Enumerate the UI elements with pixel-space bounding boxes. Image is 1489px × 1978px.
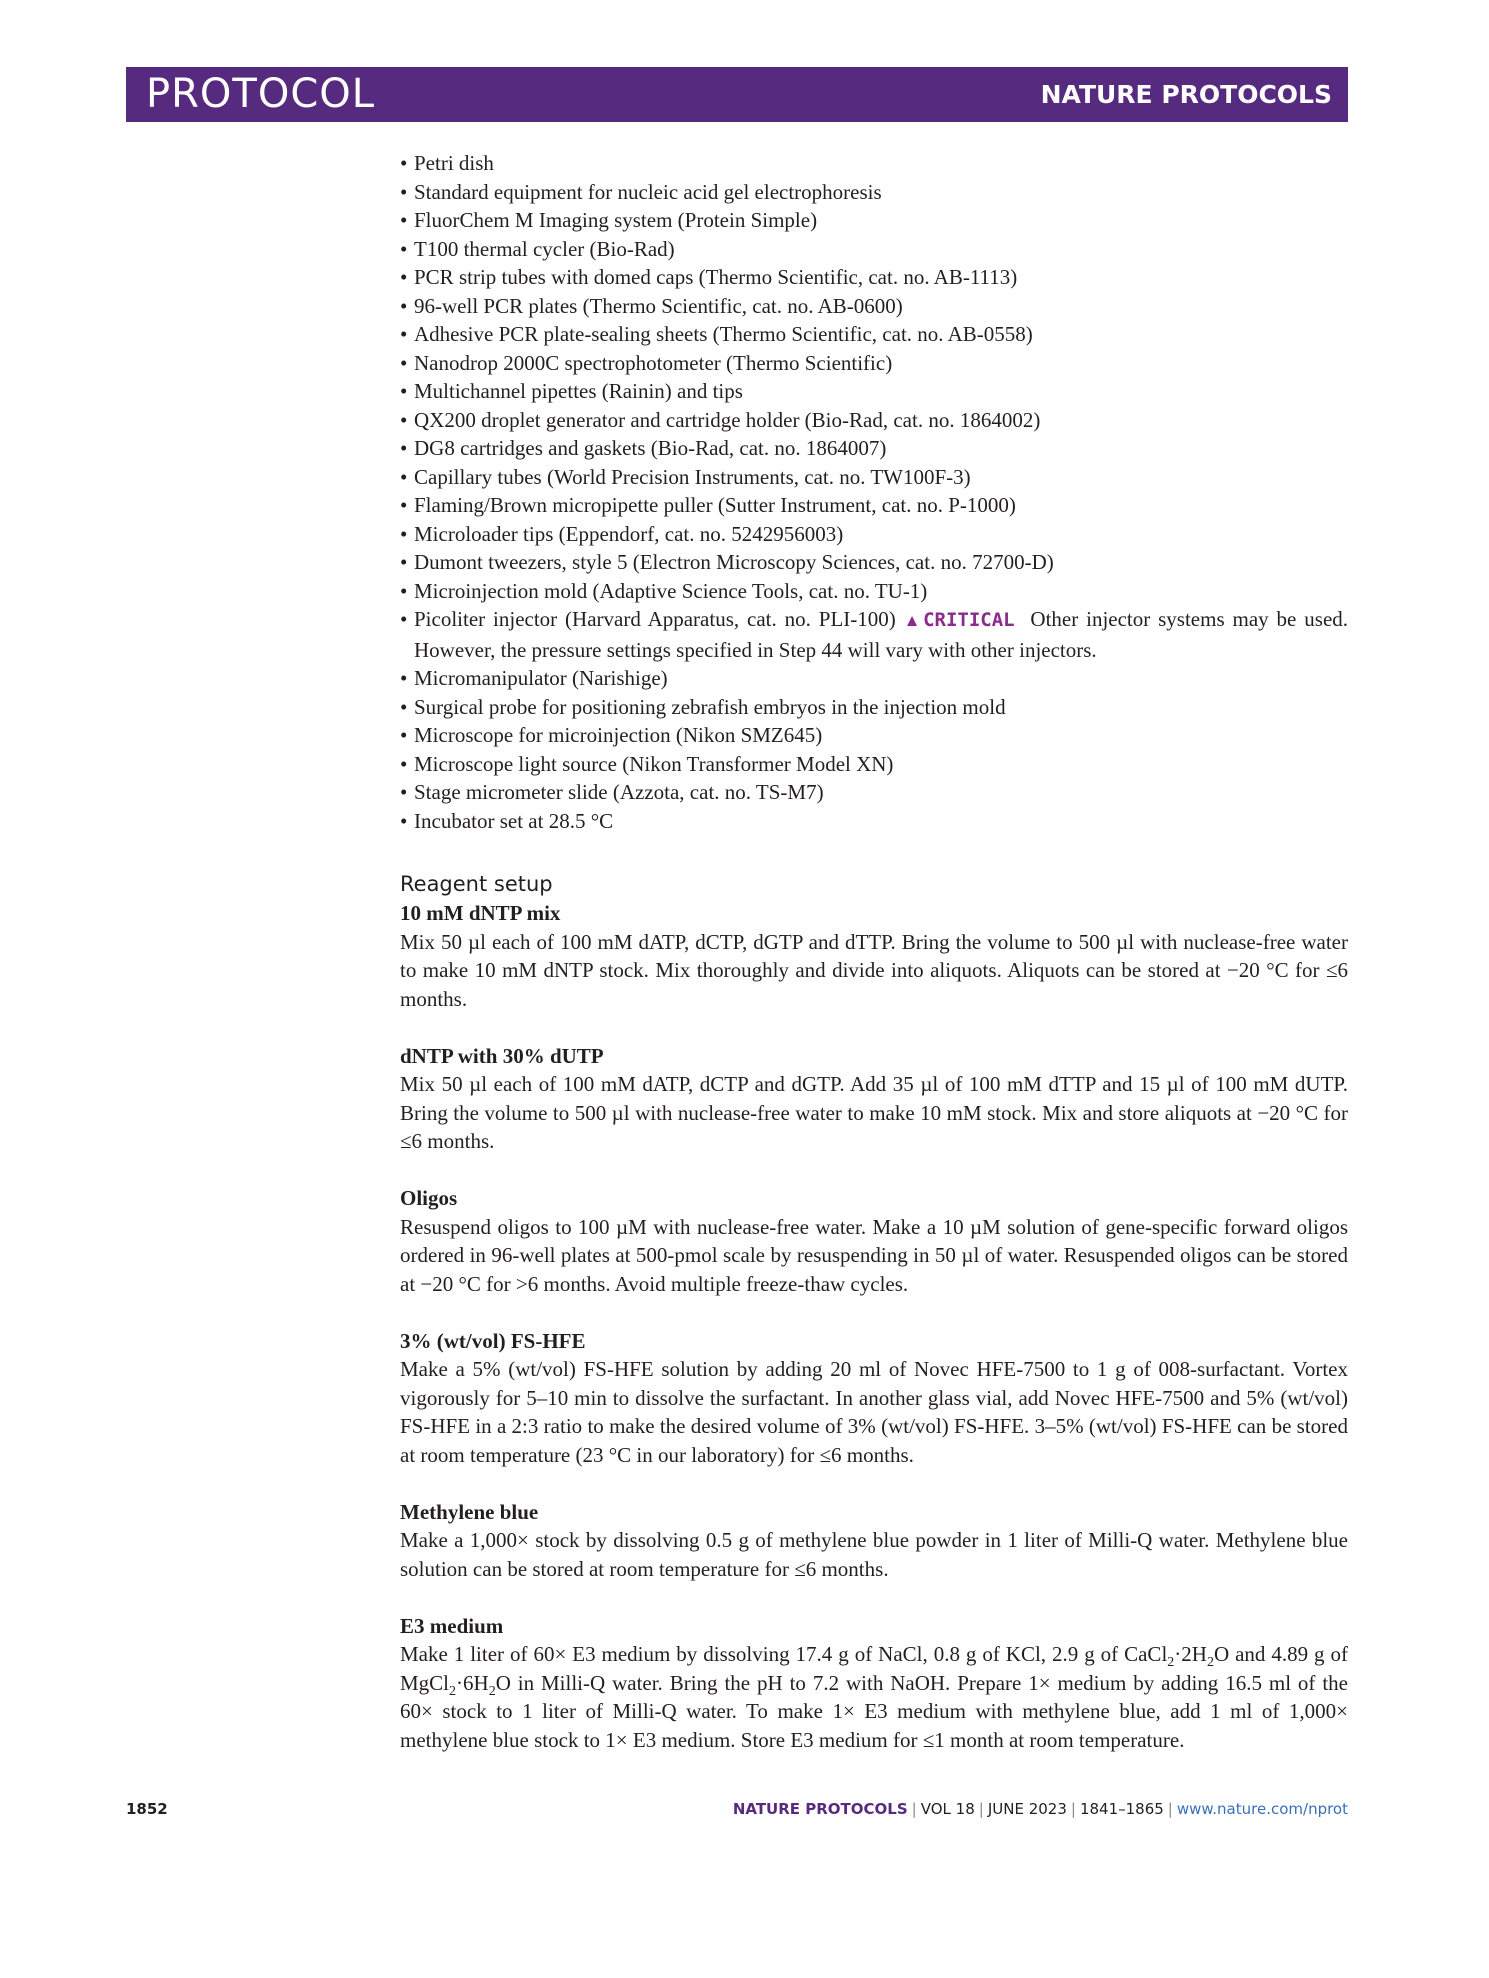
bullet-icon: • [400, 578, 408, 603]
list-item: • Petri dish [400, 149, 1348, 178]
reagent-methylene-blue [400, 1498, 1348, 1584]
bullet-icon: • [400, 607, 408, 631]
bullet-icon: • [400, 436, 408, 460]
equipment-list [400, 149, 1348, 835]
bullet-icon: • [400, 666, 408, 690]
list-item: • FluorChem M Imaging system (Protein Simple) [400, 206, 1348, 235]
list-item: • Dumont tweezers, style 5 (Electron Microscopy Sciences, cat. no. 72700-D) [400, 548, 1348, 577]
bullet-icon: • [400, 751, 408, 776]
reagent-e3-medium [400, 1612, 1348, 1755]
reagent-body: Mix 50 µl each of 100 mM dATP, dCTP and dGTP. Add 35 µl of 100 mM dTTP and 15 µl of 100 mM dUTP. Bring the volume to 500 µl with nuclease-free water to make 10 mM stock. Mix and store aliquots at −20 °C for ≤6 months. [400, 1072, 1348, 1153]
bullet-icon: • [400, 379, 408, 403]
journal-name: NATURE PROTOCOLS [1040, 80, 1332, 109]
list-item: • Nanodrop 2000C spectrophotometer (Thermo Scientific) [400, 349, 1348, 378]
bullet-icon: • [400, 723, 408, 747]
bullet-icon: • [400, 179, 408, 204]
list-item: • QX200 droplet generator and cartridge holder (Bio-Rad, cat. no. 1864002) [400, 406, 1348, 435]
reagent-title: 10 mM dNTP mix [400, 901, 561, 925]
list-item: • Microloader tips (Eppendorf, cat. no. 5242956003) [400, 520, 1348, 549]
footer-url-link[interactable]: www.nature.com/nprot [1176, 1800, 1348, 1818]
bullet-icon: • [400, 808, 408, 833]
list-item-critical: • Picoliter injector (Harvard Apparatus, cat. no. PLI-100) ▲CRITICAL Other injector systems may be used. However, the pressure settings specified in Step 44 will vary with other injectors. [400, 607, 1349, 662]
list-item: • Standard equipment for nucleic acid gel electrophoresis [400, 178, 1348, 207]
bullet-icon: • [400, 694, 408, 719]
reagent-oligos [400, 1184, 1348, 1298]
list-item: • PCR strip tubes with domed caps (Thermo Scientific, cat. no. AB-1113) [400, 263, 1348, 292]
critical-label: CRITICAL [923, 609, 1015, 631]
footer-journal: NATURE PROTOCOLS [732, 1800, 908, 1818]
bullet-icon: • [400, 293, 408, 318]
list-item: • T100 thermal cycler (Bio-Rad) [400, 235, 1348, 264]
list-item: • DG8 cartridges and gaskets (Bio-Rad, cat. no. 1864007) [400, 434, 1348, 463]
reagent-body: Make 1 liter of 60× E3 medium by dissolving 17.4 g of NaCl, 0.8 g of KCl, 2.9 g of $CaCl_2\cdot 2H_2O$ and 4.89 g of $MgCl_2\cdot 6H_2O$ in Milli-Q water. Bring the pH to 7.2 with NaOH. Prepare 1× medium by adding 16.5 ml of the 60× stock to 1 liter of Milli-Q water. To make 1× E3 medium with methylene blue, add 1 ml of 1,000× methylene blue stock to 1× E3 medium. Store E3 medium for ≤1 month at room temperature. [400, 1642, 1348, 1752]
reagent-body: Mix 50 µl each of 100 mM dATP, dCTP, dGTP and dTTP. Bring the volume to 500 µl with nuclease-free water to make 10 mM dNTP stock. Mix thoroughly and divide into aliquots. Aliquots can be stored at −20 °C for ≤6 months. [400, 929, 1348, 1011]
reagent-title: dNTP with 30% dUTP [400, 1043, 604, 1068]
reagent-body: Resuspend oligos to 100 µM with nuclease-free water. Make a 10 µM solution of gene-specific forward oligos ordered in 96-well plates at 500-pmol scale by resuspending in 50 µl of water. Resuspended oligos can be stored at −20 °C for >6 months. Avoid multiple freeze-thaw cycles. [400, 1214, 1348, 1296]
warning-triangle-icon: ▲ [903, 611, 924, 630]
list-item: • Flaming/Brown micropipette puller (Sutter Instrument, cat. no. P-1000) [400, 491, 1348, 520]
reagent-title: 3% (wt/vol) FS-HFE [400, 1328, 586, 1353]
reagent-body: Make a 5% (wt/vol) FS-HFE solution by adding 20 ml of Novec HFE-7500 to 1 g of 008-surfactant. Vortex vigorously for 5–10 min to dissolve the surfactant. In another glass vial, add Novec HFE-7500 and 5% (wt/vol) FS-HFE in a 2:3 ratio to make the desired volume of 3% (wt/vol) FS-HFE. 3–5% (wt/vol) FS-HFE can be stored at room temperature (23 °C in our laboratory) for ≤6 months. [400, 1357, 1348, 1467]
list-item: • Incubator set at 28.5 °C [400, 807, 1348, 836]
page-number: 1852 [126, 1800, 168, 1818]
list-item: • Microinjection mold (Adaptive Science Tools, cat. no. TU-1) [400, 577, 1348, 606]
list-item: • Micromanipulator (Narishige) [400, 664, 1348, 693]
reagent-title: Oligos [400, 1186, 458, 1210]
bullet-icon: • [400, 464, 408, 489]
header-bar [126, 67, 1348, 122]
bullet-icon: • [400, 236, 408, 261]
reagent-dntp-dutp [400, 1042, 1348, 1156]
bullet-icon: • [400, 151, 408, 175]
section-heading-reagent-setup: Reagent setup [400, 872, 553, 896]
list-item: • Stage micrometer slide (Azzota, cat. no. TS-M7) [400, 778, 1348, 807]
footer-pages: 1841–1865 [1079, 1800, 1164, 1818]
bullet-icon: • [400, 550, 408, 574]
footer-volume: VOL 18 [920, 1800, 975, 1818]
reagent-title: E3 medium [400, 1613, 504, 1638]
bullet-icon: • [400, 322, 408, 346]
footer-citation: NATURE PROTOCOLS | VOL 18 | JUNE 2023 | 1841–1865 | www.nature.com/nprot [732, 1800, 1348, 1818]
reagent-fs-hfe [400, 1327, 1348, 1470]
list-item: • Microscope light source (Nikon Transformer Model XN) [400, 750, 1348, 779]
list-item: • Surgical probe for positioning zebrafish embryos in the injection mold [400, 693, 1348, 722]
reagent-body: Make a 1,000× stock by dissolving 0.5 g of methylene blue powder in 1 liter of Milli-Q water. Methylene blue solution can be stored at room temperature for ≤6 months. [400, 1528, 1348, 1581]
list-item: • Multichannel pipettes (Rainin) and tips [400, 377, 1348, 406]
section-label: PROTOCOL [146, 71, 376, 117]
bullet-icon: • [400, 208, 408, 232]
bullet-icon: • [400, 265, 408, 289]
bullet-icon: • [400, 521, 408, 546]
reagent-dntp-mix [400, 899, 1348, 1013]
reagent-title: Methylene blue [400, 1499, 539, 1524]
main-content [400, 149, 1348, 1783]
list-item: • Microscope for microinjection (Nikon SMZ645) [400, 721, 1348, 750]
list-item: • Capillary tubes (World Precision Instruments, cat. no. TW100F-3) [400, 463, 1348, 492]
list-item: • 96-well PCR plates (Thermo Scientific, cat. no. AB-0600) [400, 292, 1348, 321]
bullet-icon: • [400, 780, 408, 804]
bullet-icon: • [400, 493, 408, 517]
bullet-icon: • [400, 350, 408, 375]
bullet-icon: • [400, 407, 408, 432]
list-item: • Adhesive PCR plate-sealing sheets (Thermo Scientific, cat. no. AB-0558) [400, 320, 1348, 349]
footer-date: JUNE 2023 [987, 1800, 1067, 1818]
